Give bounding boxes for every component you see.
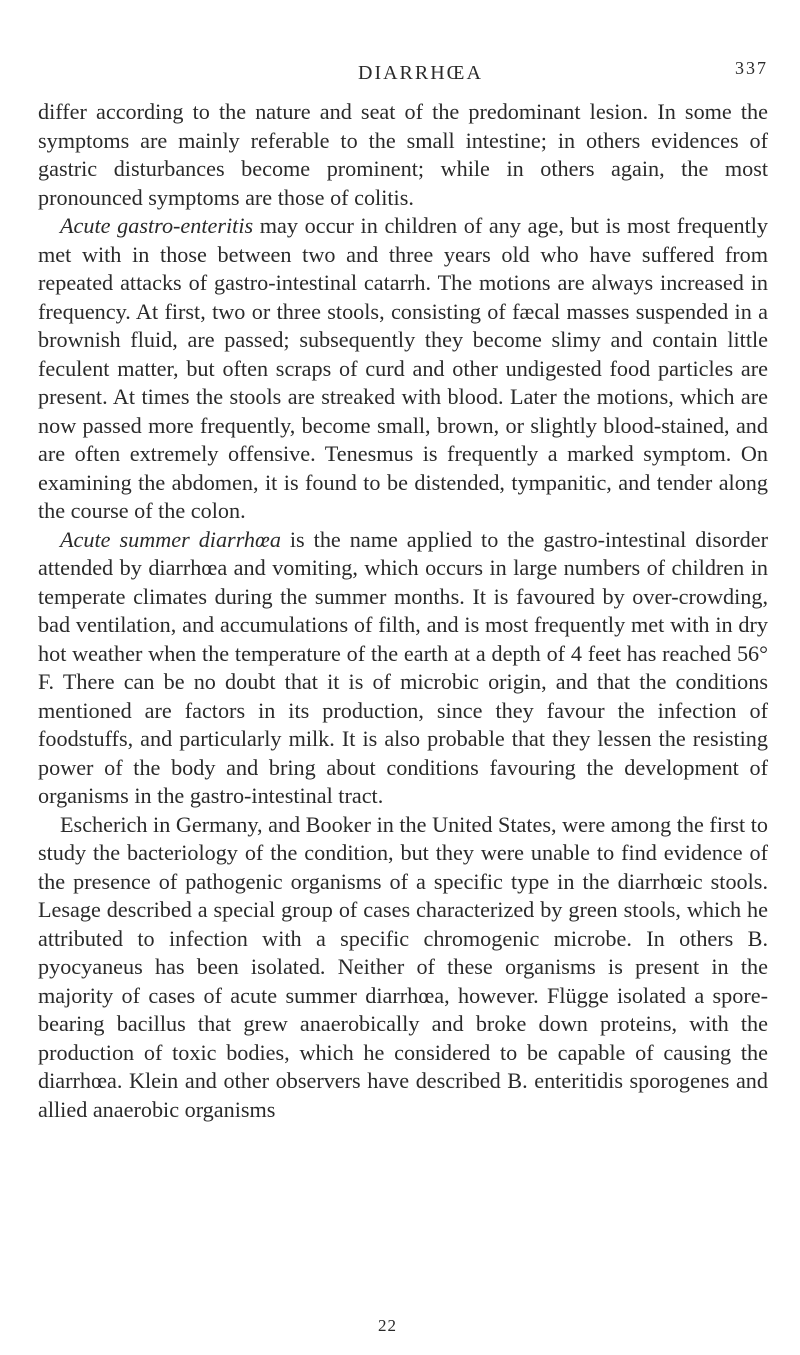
signature-mark: 22: [378, 1316, 397, 1335]
running-head: [38, 58, 768, 92]
paragraph-acute-gastro-enteritis: [38, 212, 768, 526]
page-number: 337: [735, 58, 768, 78]
paragraph-bacteriology: [38, 811, 768, 1125]
paragraph-acute-summer-diarrhoea: [38, 526, 768, 811]
paragraph-text: differ according to the nature and seat of the predominant lesion. In some the symptoms are mainly referable to the small intestine; in others evidences of gastric disturbances become prominent; while in others again, the most pronounced symptoms are those of colitis.: [38, 99, 768, 210]
paragraph-continuation: [38, 98, 768, 212]
paragraph-text: may occur in children of any age, but is most frequently met with in those between two and three years old who have suffered from repeated attacks of gastro-intestinal catarrh. The motions are always increased in frequency. At first, two or three stools, consisting of fæcal masses suspended in a brownish fluid, are passed; subsequently they become slimy and contain little feculent matter, but often scraps of curd and other undigested food particles are present. At times the stools are streaked with blood. Later the motions, which are now passed more frequently, become small, brown, or slightly blood-stained, and are often extremely offensive. Tenesmus is frequently a marked symptom. On examining the abdomen, it is found to be distended, tympanitic, and tender along the course of the colon.: [38, 213, 768, 523]
running-title: DIARRHŒA: [358, 62, 483, 84]
paragraph-lead-term: Acute summer diarrhœa: [60, 526, 281, 552]
paragraph-text: Escherich in Germany, and Booker in the United States, were among the first to study the bacteriology of the condition, but they were unable to find evidence of the presence of pathogenic organisms of a specific type in the diarrhœic stools. Lesage described a special group of cases characterized by green stools, which he attributed to infection with a specific chromogenic microbe. In others B. pyocyaneus has been isolated. Neither of these organisms is present in the majority of cases of acute summer diarrhœa, however. Flügge isolated a spore-bearing bacillus that grew anaerobically and broke down proteins, with the production of toxic bodies, which he considered to be capable of causing the diarrhœa. Klein and other observers have described B. enteritidis sporogenes and allied anaerobic organisms: [38, 811, 768, 1122]
paragraph-text: is the name applied to the gastro-intestinal disorder attended by diarrhœa and vomiting, which occurs in large numbers of children in temperate climates during the summer months. It is favoured by over-crowding, bad ventilation, and accumulations of filth, and is most frequently met with in dry hot weather when the temperature of the earth at a depth of 4 feet has reached 56° F. There can be no doubt that it is of microbic origin, and that the conditions mentioned are factors in its production, since they favour the infection of foodstuffs, and particularly milk. It is also probable that they lessen the resisting power of the body and bring about conditions favouring the development of organisms in the gastro-intestinal tract.: [38, 526, 768, 808]
body-text: [38, 98, 768, 1124]
paragraph-lead-term: Acute gastro-enteritis: [60, 213, 254, 238]
